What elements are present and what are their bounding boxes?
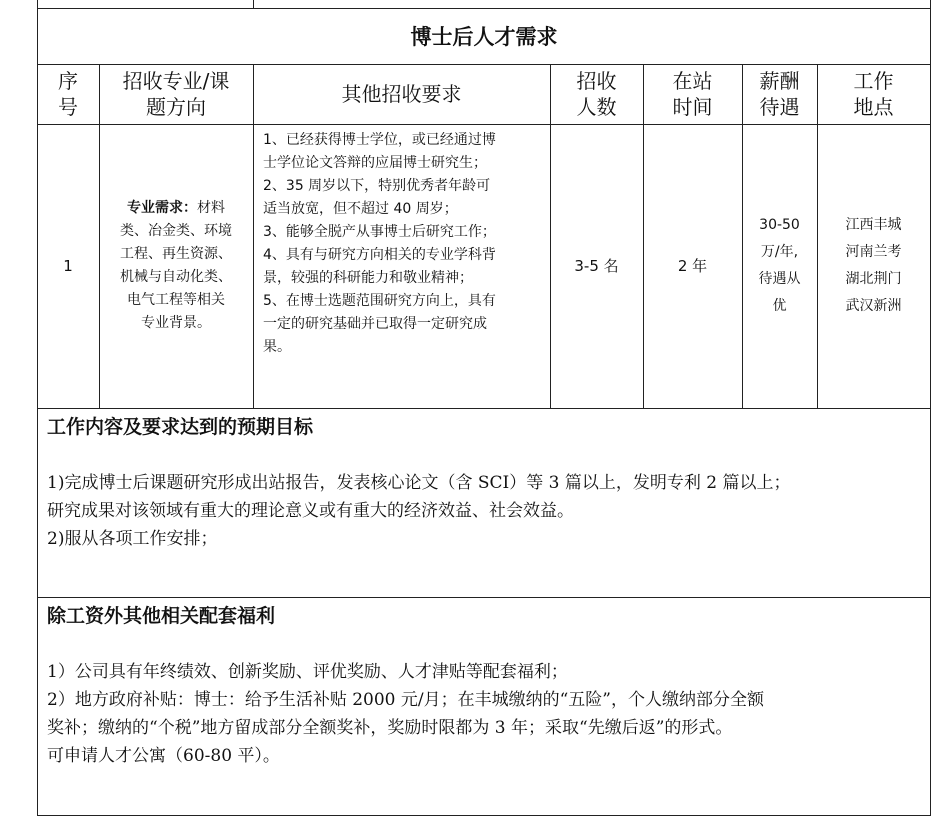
header-duration: 在站 时间 [672, 69, 713, 119]
header-salary: 薪酬 待遇 [759, 69, 800, 119]
rule-top-stub [253, 0, 254, 8]
work-line-3: 2)服从各项工作安排； [47, 529, 218, 549]
work-line-1: 1)完成博士后课题研究形成出站报告，发表核心论文（含 SCI）等 3 篇以上，发明专利 2 篇以上； [47, 473, 791, 493]
header-location: 工作 地点 [853, 69, 894, 119]
benefits-section-title: 除工资外其他相关配套福利 [47, 605, 276, 627]
work-line-2: 研究成果对该领域有重大的理论意义或有重大的经济效益、社会效益。 [47, 501, 574, 521]
benefits-line-2: 2）地方政府补贴：博士：给予生活补贴 2000 元/月；在丰城缴纳的“五险”，个人缴纳部分全额 [47, 690, 764, 710]
benefits-line-4: 可申请人才公寓（60-80 平）。 [47, 746, 280, 766]
section-title: 博士后人才需求 [410, 25, 558, 49]
work-section-title: 工作内容及要求达到的预期目标 [47, 416, 314, 438]
rule-bottom [37, 815, 931, 816]
row-location: 江西丰城 河南兰考 湖北荆门 武汉新洲 [845, 217, 902, 314]
row-major: 专业需求：材料 类、冶金类、环境 工程、再生资源、 机械与自动化类、 电气工程等相关 专业背景。 [120, 200, 232, 331]
row-salary: 30-50 万/年, 待遇从 优 [758, 217, 801, 314]
header-other-requirements: 其他招收要求 [341, 82, 462, 106]
row-duration: 2 年 [677, 256, 708, 275]
header-count: 招收 人数 [576, 69, 617, 119]
rule-section-divider [37, 597, 931, 598]
row-count: 3-5 名 [574, 256, 619, 275]
benefits-line-3: 奖补；缴纳的“个税”地方留成部分全额奖补，奖励时限都为 3 年；采取“先缴后返”的形式。 [47, 718, 733, 738]
row-seq: 1 [63, 256, 73, 275]
benefits-line-1: 1）公司具有年终绩效、创新奖励、评优奖励、人才津贴等配套福利； [47, 662, 568, 682]
header-major: 招收专业/课 题方向 [122, 69, 230, 119]
major-label: 专业需求： [127, 200, 197, 216]
header-seq: 序 号 [58, 69, 78, 119]
border-right [930, 0, 931, 816]
rule-under-row [37, 408, 931, 409]
document-frame [37, 0, 931, 816]
row-requirements: 1、已经获得博士学位，或已经通过博 士学位论文答辩的应届博士研究生； 2、35 周岁以下，特别优秀者年龄可 适当放宽，但不超过 40 周岁； 3、能够全脱产从事博士后研究工作； 4、具有与研究方向相关的专业学科背 景，较强的科研能力和敬业精神； 5、在博士选题范围研究方向上，具有 一定的研究基础并已取得一定研究成 果。 [263, 132, 496, 355]
